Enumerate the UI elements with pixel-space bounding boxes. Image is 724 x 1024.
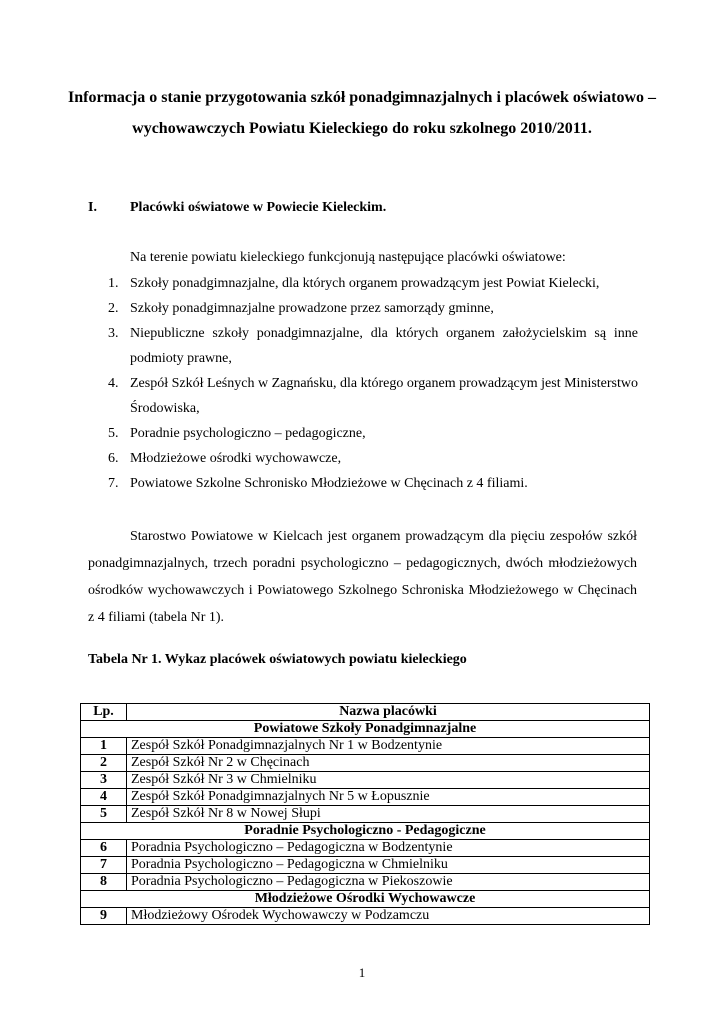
header-lp: Lp. — [81, 704, 127, 721]
row-name: Zespół Szkół Nr 8 w Nowej Słupi — [127, 806, 650, 823]
list-item — [108, 421, 638, 446]
list-item-text: Niepubliczne szkoły ponadgimnazjalne, dla których organem założycielskim są inne podmioty prawne, — [130, 326, 638, 366]
row-lp: 3 — [81, 772, 127, 789]
page-title: Informacja o stanie przygotowania szkół ponadgimnazjalnych i placówek oświatowo – wychowawczych Powiatu Kieleckiego do roku szkolnego 2010/2011. — [67, 89, 656, 137]
table-row — [81, 755, 650, 772]
row-lp: 7 — [81, 857, 127, 874]
list-item-text: Zespół Szkół Leśnych w Zagnańsku, dla którego organem prowadzącym jest Ministerstwo Środowiska, — [130, 376, 638, 416]
list-item-number: 6. — [108, 451, 119, 466]
page-number: 1 — [358, 965, 366, 980]
list-item-text: Młodzieżowe ośrodki wychowawcze, — [130, 451, 342, 466]
row-lp: 9 — [81, 908, 127, 925]
group-label: Młodzieżowe Ośrodki Wychowawcze — [81, 891, 650, 908]
list-item-text: Szkoły ponadgimnazjalne, dla których organem prowadzącym jest Powiat Kielecki, — [130, 276, 600, 291]
row-name: Poradnia Psychologiczno – Pedagogiczna w Piekoszowie — [127, 874, 650, 891]
list-item-text: Poradnie psychologiczno – pedagogiczne, — [130, 426, 366, 441]
row-name: Zespół Szkół Nr 2 w Chęcinach — [127, 755, 650, 772]
row-lp: 2 — [81, 755, 127, 772]
row-name: Zespół Szkół Ponadgimnazjalnych Nr 1 w Bodzentynie — [127, 738, 650, 755]
group-label: Powiatowe Szkoły Ponadgimnazjalne — [81, 721, 650, 738]
row-name: Poradnia Psychologiczno – Pedagogiczna w Chmielniku — [127, 857, 650, 874]
table-caption: Tabela Nr 1. Wykaz placówek oświatowych powiatu kieleckiego — [88, 652, 467, 667]
list-item — [108, 321, 638, 371]
facilities-table — [80, 703, 650, 925]
table-row — [81, 738, 650, 755]
section-heading — [88, 196, 386, 220]
list-item-number: 4. — [108, 376, 119, 391]
table-row — [81, 772, 650, 789]
table-row — [81, 789, 650, 806]
row-name: Poradnia Psychologiczno – Pedagogiczna w Bodzentynie — [127, 840, 650, 857]
table-row — [81, 908, 650, 925]
table-row — [81, 874, 650, 891]
row-lp: 5 — [81, 806, 127, 823]
list-item — [108, 296, 638, 321]
summary-paragraph: Starostwo Powiatowe w Kielcach jest organem prowadzącym dla pięciu zespołów szkół ponadgimnazjalnych, trzech poradni psychologiczno – pedagogicznych, dwóch młodzieżowych ośrodków wychowawczych i Powiatowego Szkolnego Schroniska Młodzieżowego w Chęcinach z 4 filiami (tabela Nr 1). — [88, 529, 637, 625]
list-item — [108, 446, 638, 471]
table-group-row — [81, 891, 650, 908]
table-row — [81, 840, 650, 857]
table-group-row — [81, 823, 650, 840]
table-group-row — [81, 721, 650, 738]
table-row — [81, 857, 650, 874]
list-item-number: 5. — [108, 426, 119, 441]
row-lp: 1 — [81, 738, 127, 755]
table-row — [81, 806, 650, 823]
row-lp: 6 — [81, 840, 127, 857]
list-item — [108, 271, 638, 296]
section-number: I. — [88, 200, 97, 215]
row-lp: 4 — [81, 789, 127, 806]
facility-type-list — [108, 271, 638, 496]
list-item — [108, 371, 638, 421]
row-lp: 8 — [81, 874, 127, 891]
list-item-number: 2. — [108, 301, 119, 316]
intro-paragraph: Na terenie powiatu kieleckiego funkcjonują następujące placówki oświatowe: — [130, 250, 566, 265]
list-item-number: 7. — [108, 476, 119, 491]
list-item — [108, 471, 638, 496]
section-heading-text: Placówki oświatowe w Powiecie Kieleckim. — [130, 200, 387, 215]
row-name: Zespół Szkół Ponadgimnazjalnych Nr 5 w Łopusznie — [127, 789, 650, 806]
list-item-text: Szkoły ponadgimnazjalne prowadzone przez samorządy gminne, — [130, 301, 494, 316]
list-item-text: Powiatowe Szkolne Schronisko Młodzieżowe w Chęcinach z 4 filiami. — [130, 476, 528, 491]
table-header-row — [81, 704, 650, 721]
group-label: Poradnie Psychologiczno - Pedagogiczne — [81, 823, 650, 840]
row-name: Zespół Szkół Nr 3 w Chmielniku — [127, 772, 650, 789]
header-name: Nazwa placówki — [127, 704, 650, 721]
row-name: Młodzieżowy Ośrodek Wychowawczy w Podzamczu — [127, 908, 650, 925]
list-item-number: 3. — [108, 326, 119, 341]
list-item-number: 1. — [108, 276, 119, 291]
